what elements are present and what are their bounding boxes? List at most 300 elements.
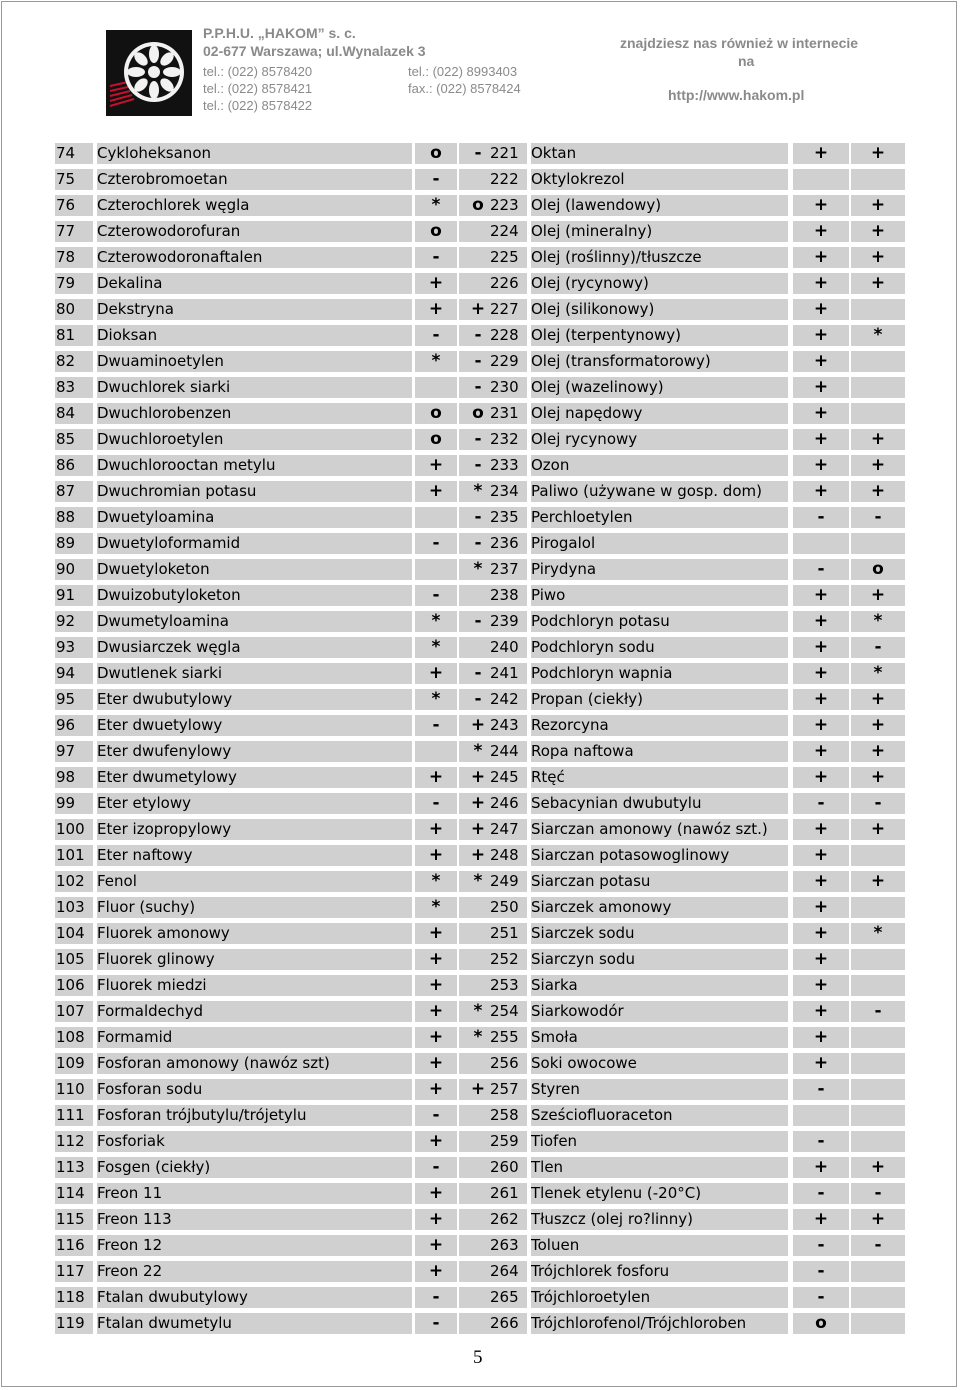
resistance-rating-2: + xyxy=(459,715,497,736)
phone-4: tel.: (022) 8993403 xyxy=(408,64,518,79)
resistance-rating-2: - xyxy=(459,689,497,710)
substance-name: Fenol xyxy=(97,871,412,892)
substance-number: 101 xyxy=(55,845,93,866)
resistance-rating-2: + xyxy=(851,689,905,710)
resistance-rating-1: + xyxy=(793,351,849,372)
substance-name: Fosforan amonowy (nawóz szt) xyxy=(97,1053,412,1074)
resistance-rating-2: - xyxy=(459,143,497,164)
substance-number: 114 xyxy=(55,1183,93,1204)
resistance-rating-1: o xyxy=(415,429,457,450)
resistance-rating-1: - xyxy=(415,793,457,814)
substance-number: 248 xyxy=(489,845,527,866)
substance-number: 106 xyxy=(55,975,93,996)
resistance-rating-2 xyxy=(851,897,905,918)
substance-number: 233 xyxy=(489,455,527,476)
resistance-rating-1: * xyxy=(415,637,457,658)
substance-name: Dwusiarczek węgla xyxy=(97,637,412,658)
substance-name: Dwuchlorek siarki xyxy=(97,377,412,398)
substance-name: Dwuetyloamina xyxy=(97,507,412,528)
resistance-rating-2: + xyxy=(851,585,905,606)
resistance-rating-1 xyxy=(415,741,457,762)
resistance-rating-1: - xyxy=(793,793,849,814)
substance-name: Tiofen xyxy=(531,1131,788,1152)
resistance-rating-2: * xyxy=(459,871,497,892)
substance-number: 263 xyxy=(489,1235,527,1256)
substance-number: 89 xyxy=(55,533,93,554)
resistance-rating-2: + xyxy=(459,299,497,320)
substance-number: 231 xyxy=(489,403,527,424)
resistance-rating-1: - xyxy=(415,1157,457,1178)
resistance-rating-1: + xyxy=(415,819,457,840)
substance-name: Sebacynian dwubutylu xyxy=(531,793,788,814)
substance-number: 226 xyxy=(489,273,527,294)
resistance-rating-1: + xyxy=(793,923,849,944)
resistance-rating-1: + xyxy=(415,1079,457,1100)
resistance-rating-2: + xyxy=(851,741,905,762)
substance-name: Fosforiak xyxy=(97,1131,412,1152)
substance-name: Oktan xyxy=(531,143,788,164)
substance-number: 104 xyxy=(55,923,93,944)
resistance-rating-1: - xyxy=(415,585,457,606)
substance-number: 98 xyxy=(55,767,93,788)
substance-name: Dwuizobutyloketon xyxy=(97,585,412,606)
substance-number: 100 xyxy=(55,819,93,840)
substance-name: Soki owocowe xyxy=(531,1053,788,1074)
substance-name: Dwuchlorobenzen xyxy=(97,403,412,424)
substance-number: 250 xyxy=(489,897,527,918)
substance-name: Formamid xyxy=(97,1027,412,1048)
resistance-rating-2 xyxy=(851,377,905,398)
substance-number: 240 xyxy=(489,637,527,658)
resistance-rating-1: + xyxy=(793,247,849,268)
substance-number: 224 xyxy=(489,221,527,242)
substance-number: 247 xyxy=(489,819,527,840)
substance-name: Olej rycynowy xyxy=(531,429,788,450)
substance-number: 261 xyxy=(489,1183,527,1204)
substance-name: Tlenek etylenu (-20°C) xyxy=(531,1183,788,1204)
substance-number: 103 xyxy=(55,897,93,918)
substance-name: Pirydyna xyxy=(531,559,788,580)
substance-number: 108 xyxy=(55,1027,93,1048)
resistance-rating-2: + xyxy=(459,819,497,840)
substance-name: Freon 113 xyxy=(97,1209,412,1230)
substance-number: 113 xyxy=(55,1157,93,1178)
resistance-rating-1: - xyxy=(793,1183,849,1204)
substance-number: 251 xyxy=(489,923,527,944)
substance-number: 79 xyxy=(55,273,93,294)
resistance-rating-1: + xyxy=(415,481,457,502)
resistance-rating-1: - xyxy=(415,247,457,268)
resistance-rating-1: + xyxy=(793,377,849,398)
substance-name: Dwuchloroetylen xyxy=(97,429,412,450)
resistance-rating-2: - xyxy=(459,325,497,346)
substance-number: 235 xyxy=(489,507,527,528)
resistance-rating-2 xyxy=(851,1105,905,1126)
substance-number: 243 xyxy=(489,715,527,736)
resistance-rating-2: - xyxy=(459,351,497,372)
substance-name: Freon 22 xyxy=(97,1261,412,1282)
resistance-rating-2: + xyxy=(459,793,497,814)
substance-number: 264 xyxy=(489,1261,527,1282)
resistance-rating-2: - xyxy=(459,663,497,684)
substance-number: 81 xyxy=(55,325,93,346)
substance-name: Eter dwubutylowy xyxy=(97,689,412,710)
substance-number: 255 xyxy=(489,1027,527,1048)
resistance-rating-1: + xyxy=(793,481,849,502)
resistance-rating-1 xyxy=(793,533,849,554)
substance-name: Siarczan potasowoglinowy xyxy=(531,845,788,866)
resistance-rating-2: o xyxy=(459,403,497,424)
substance-name: Olej (wazelinowy) xyxy=(531,377,788,398)
resistance-rating-1: + xyxy=(415,923,457,944)
company-name: P.P.H.U. „HAKOM” s. c. xyxy=(203,25,356,41)
substance-name: Paliwo (używane w gosp. dom) xyxy=(531,481,788,502)
resistance-rating-2: + xyxy=(851,871,905,892)
resistance-rating-1: + xyxy=(793,299,849,320)
resistance-rating-2: + xyxy=(851,195,905,216)
resistance-rating-2: * xyxy=(459,1027,497,1048)
substance-number: 116 xyxy=(55,1235,93,1256)
substance-number: 244 xyxy=(489,741,527,762)
substance-name: Siarkowodór xyxy=(531,1001,788,1022)
resistance-rating-1 xyxy=(793,1105,849,1126)
resistance-rating-2 xyxy=(851,351,905,372)
resistance-rating-2: - xyxy=(851,1183,905,1204)
substance-number: 252 xyxy=(489,949,527,970)
substance-name: Fluor (suchy) xyxy=(97,897,412,918)
resistance-rating-1: - xyxy=(415,1105,457,1126)
substance-number: 258 xyxy=(489,1105,527,1126)
resistance-rating-1: + xyxy=(793,637,849,658)
substance-name: Dwuchromian potasu xyxy=(97,481,412,502)
substance-number: 93 xyxy=(55,637,93,658)
resistance-rating-2 xyxy=(851,1079,905,1100)
substance-number: 102 xyxy=(55,871,93,892)
website-link[interactable]: http://www.hakom.pl xyxy=(668,87,805,103)
substance-name: Eter etylowy xyxy=(97,793,412,814)
fax-number: fax.: (022) 8578424 xyxy=(408,81,521,96)
resistance-rating-2: + xyxy=(459,1079,497,1100)
resistance-rating-2 xyxy=(851,1131,905,1152)
resistance-rating-1: + xyxy=(415,1235,457,1256)
resistance-rating-1: + xyxy=(793,403,849,424)
substance-number: 119 xyxy=(55,1313,93,1334)
substance-number: 229 xyxy=(489,351,527,372)
resistance-rating-2: - xyxy=(851,507,905,528)
phone-2: tel.: (022) 8578421 xyxy=(203,81,313,96)
resistance-rating-1: + xyxy=(793,1209,849,1230)
substance-number: 80 xyxy=(55,299,93,320)
resistance-rating-1: + xyxy=(415,949,457,970)
resistance-rating-2: + xyxy=(851,715,905,736)
resistance-rating-1: + xyxy=(793,1027,849,1048)
substance-name: Olej (transformatorowy) xyxy=(531,351,788,372)
substance-number: 246 xyxy=(489,793,527,814)
resistance-rating-2: * xyxy=(459,481,497,502)
resistance-rating-1: + xyxy=(415,273,457,294)
substance-name: Tłuszcz (olej ro?linny) xyxy=(531,1209,788,1230)
substance-number: 111 xyxy=(55,1105,93,1126)
substance-name: Fluorek amonowy xyxy=(97,923,412,944)
resistance-rating-2 xyxy=(851,403,905,424)
resistance-rating-2 xyxy=(851,533,905,554)
substance-number: 85 xyxy=(55,429,93,450)
substance-name: Dioksan xyxy=(97,325,412,346)
substance-name: Smoła xyxy=(531,1027,788,1048)
resistance-rating-1: + xyxy=(415,1027,457,1048)
resistance-rating-1: + xyxy=(793,273,849,294)
resistance-rating-1: + xyxy=(415,299,457,320)
resistance-rating-1: + xyxy=(793,715,849,736)
substance-name: Czterowodorofuran xyxy=(97,221,412,242)
resistance-rating-1: o xyxy=(415,221,457,242)
substance-number: 242 xyxy=(489,689,527,710)
resistance-rating-1: - xyxy=(793,1131,849,1152)
resistance-rating-1: - xyxy=(415,1287,457,1308)
substance-number: 260 xyxy=(489,1157,527,1178)
substance-name: Siarczek amonowy xyxy=(531,897,788,918)
resistance-rating-1: + xyxy=(793,767,849,788)
resistance-rating-1: - xyxy=(415,1313,457,1334)
substance-number: 76 xyxy=(55,195,93,216)
substance-number: 227 xyxy=(489,299,527,320)
resistance-rating-1: + xyxy=(415,767,457,788)
substance-name: Rezorcyna xyxy=(531,715,788,736)
resistance-rating-2: - xyxy=(459,611,497,632)
substance-number: 239 xyxy=(489,611,527,632)
resistance-rating-2: * xyxy=(459,1001,497,1022)
resistance-rating-2: + xyxy=(851,1157,905,1178)
substance-number: 117 xyxy=(55,1261,93,1282)
substance-number: 88 xyxy=(55,507,93,528)
resistance-rating-2: o xyxy=(851,559,905,580)
resistance-rating-1: + xyxy=(793,1157,849,1178)
substance-number: 110 xyxy=(55,1079,93,1100)
substance-number: 241 xyxy=(489,663,527,684)
substance-number: 232 xyxy=(489,429,527,450)
resistance-rating-1: + xyxy=(415,975,457,996)
substance-number: 84 xyxy=(55,403,93,424)
resistance-rating-2: - xyxy=(459,507,497,528)
substance-number: 222 xyxy=(489,169,527,190)
resistance-rating-2 xyxy=(851,1053,905,1074)
substance-name: Formaldechyd xyxy=(97,1001,412,1022)
substance-name: Pirogalol xyxy=(531,533,788,554)
resistance-rating-1: - xyxy=(793,1079,849,1100)
substance-number: 95 xyxy=(55,689,93,710)
substance-number: 266 xyxy=(489,1313,527,1334)
substance-number: 265 xyxy=(489,1287,527,1308)
resistance-rating-1: + xyxy=(793,689,849,710)
resistance-rating-1: - xyxy=(793,1235,849,1256)
letterhead xyxy=(0,0,960,130)
resistance-rating-1: + xyxy=(415,1261,457,1282)
substance-name: Olej (silikonowy) xyxy=(531,299,788,320)
resistance-rating-1: + xyxy=(415,1053,457,1074)
substance-name: Czterochlorek węgla xyxy=(97,195,412,216)
resistance-rating-1: - xyxy=(793,1287,849,1308)
resistance-rating-2: * xyxy=(851,923,905,944)
resistance-rating-2: + xyxy=(851,1209,905,1230)
resistance-rating-2 xyxy=(851,1313,905,1334)
resistance-rating-2: * xyxy=(459,741,497,762)
resistance-rating-1: + xyxy=(415,663,457,684)
resistance-rating-2: - xyxy=(459,455,497,476)
resistance-rating-1: + xyxy=(793,975,849,996)
resistance-rating-1: + xyxy=(793,897,849,918)
substance-number: 87 xyxy=(55,481,93,502)
substance-name: Tlen xyxy=(531,1157,788,1178)
substance-number: 91 xyxy=(55,585,93,606)
substance-number: 74 xyxy=(55,143,93,164)
substance-name: Olej (mineralny) xyxy=(531,221,788,242)
substance-number: 83 xyxy=(55,377,93,398)
resistance-rating-2: - xyxy=(459,377,497,398)
substance-number: 259 xyxy=(489,1131,527,1152)
hakom-logo-icon xyxy=(106,30,192,116)
resistance-rating-2 xyxy=(851,1261,905,1282)
resistance-rating-1: - xyxy=(793,1261,849,1282)
substance-name: Podchloryn wapnia xyxy=(531,663,788,684)
substance-name: Ropa naftowa xyxy=(531,741,788,762)
substance-name: Trójchloroetylen xyxy=(531,1287,788,1308)
resistance-rating-1: - xyxy=(793,507,849,528)
substance-number: 262 xyxy=(489,1209,527,1230)
substance-name: Olej (roślinny)/tłuszcze xyxy=(531,247,788,268)
substance-name: Dwuaminoetylen xyxy=(97,351,412,372)
substance-number: 236 xyxy=(489,533,527,554)
substance-name: Eter naftowy xyxy=(97,845,412,866)
resistance-rating-1: * xyxy=(415,195,457,216)
substance-number: 223 xyxy=(489,195,527,216)
substance-name: Trójchlorek fosforu xyxy=(531,1261,788,1282)
substance-name: Fosforan sodu xyxy=(97,1079,412,1100)
resistance-rating-1: + xyxy=(415,845,457,866)
resistance-rating-1: + xyxy=(793,819,849,840)
substance-number: 225 xyxy=(489,247,527,268)
substance-name: Dwutlenek siarki xyxy=(97,663,412,684)
substance-name: Olej (rycynowy) xyxy=(531,273,788,294)
substance-name: Fosgen (ciekły) xyxy=(97,1157,412,1178)
resistance-rating-2 xyxy=(851,949,905,970)
substance-name: Czterowodoronaftalen xyxy=(97,247,412,268)
substance-number: 238 xyxy=(489,585,527,606)
resistance-rating-1: + xyxy=(415,1131,457,1152)
substance-name: Siarczan potasu xyxy=(531,871,788,892)
resistance-rating-2 xyxy=(851,1287,905,1308)
resistance-rating-2: - xyxy=(851,637,905,658)
substance-number: 107 xyxy=(55,1001,93,1022)
resistance-rating-1: * xyxy=(415,611,457,632)
substance-name: Dwumetyloamina xyxy=(97,611,412,632)
resistance-rating-2: + xyxy=(851,143,905,164)
substance-number: 90 xyxy=(55,559,93,580)
substance-name: Ftalan dwubutylowy xyxy=(97,1287,412,1308)
substance-name: Fosforan trójbutylu/trójetylu xyxy=(97,1105,412,1126)
substance-name: Fluorek glinowy xyxy=(97,949,412,970)
resistance-rating-1: - xyxy=(793,559,849,580)
resistance-rating-2: * xyxy=(851,325,905,346)
substance-name: Ftalan dwumetylu xyxy=(97,1313,412,1334)
resistance-rating-1: + xyxy=(793,1053,849,1074)
substance-number: 115 xyxy=(55,1209,93,1230)
resistance-rating-1: + xyxy=(793,195,849,216)
substance-number: 234 xyxy=(489,481,527,502)
resistance-rating-2: - xyxy=(459,429,497,450)
substance-name: Trójchlorofenol/Trójchloroben xyxy=(531,1313,788,1334)
substance-name: Styren xyxy=(531,1079,788,1100)
resistance-rating-1: + xyxy=(793,949,849,970)
substance-name: Dwuetyloformamid xyxy=(97,533,412,554)
resistance-rating-2: + xyxy=(851,767,905,788)
resistance-rating-2: - xyxy=(851,1001,905,1022)
substance-number: 97 xyxy=(55,741,93,762)
substance-number: 249 xyxy=(489,871,527,892)
resistance-rating-2: + xyxy=(851,481,905,502)
substance-name: Dekstryna xyxy=(97,299,412,320)
substance-name: Perchloetylen xyxy=(531,507,788,528)
resistance-rating-1: + xyxy=(793,1001,849,1022)
resistance-rating-2: - xyxy=(459,533,497,554)
resistance-rating-1: + xyxy=(793,871,849,892)
substance-name: Rtęć xyxy=(531,767,788,788)
substance-number: 245 xyxy=(489,767,527,788)
resistance-rating-1: o xyxy=(415,403,457,424)
substance-name: Podchloryn potasu xyxy=(531,611,788,632)
substance-name: Eter dwuetylowy xyxy=(97,715,412,736)
substance-name: Siarka xyxy=(531,975,788,996)
substance-name: Olej (terpentynowy) xyxy=(531,325,788,346)
resistance-rating-2 xyxy=(851,1027,905,1048)
substance-number: 256 xyxy=(489,1053,527,1074)
resistance-rating-1: * xyxy=(415,351,457,372)
resistance-rating-2: * xyxy=(851,663,905,684)
resistance-rating-1: o xyxy=(415,143,457,164)
substance-name: Podchloryn sodu xyxy=(531,637,788,658)
substance-name: Czterobromoetan xyxy=(97,169,412,190)
substance-number: 221 xyxy=(489,143,527,164)
resistance-rating-2: + xyxy=(851,455,905,476)
substance-name: Siarczek sodu xyxy=(531,923,788,944)
resistance-rating-2: + xyxy=(851,273,905,294)
substance-number: 105 xyxy=(55,949,93,970)
resistance-rating-1: + xyxy=(793,455,849,476)
resistance-rating-2 xyxy=(851,975,905,996)
substance-number: 86 xyxy=(55,455,93,476)
resistance-rating-1 xyxy=(415,377,457,398)
substance-name: Dekalina xyxy=(97,273,412,294)
resistance-rating-2: o xyxy=(459,195,497,216)
resistance-rating-1: + xyxy=(793,741,849,762)
substance-number: 109 xyxy=(55,1053,93,1074)
resistance-rating-2: + xyxy=(459,767,497,788)
resistance-rating-1: + xyxy=(415,455,457,476)
substance-name: Freon 11 xyxy=(97,1183,412,1204)
resistance-rating-2: * xyxy=(459,559,497,580)
resistance-rating-1 xyxy=(415,559,457,580)
resistance-rating-1: + xyxy=(793,143,849,164)
substance-number: 82 xyxy=(55,351,93,372)
resistance-rating-2: + xyxy=(459,845,497,866)
substance-name: Fluorek miedzi xyxy=(97,975,412,996)
substance-number: 112 xyxy=(55,1131,93,1152)
substance-number: 253 xyxy=(489,975,527,996)
resistance-rating-2: * xyxy=(851,611,905,632)
phone-1: tel.: (022) 8578420 xyxy=(203,64,313,79)
company-address: 02-677 Warszawa; ul.Wynalazek 3 xyxy=(203,43,426,59)
resistance-rating-1: + xyxy=(415,1183,457,1204)
substance-name: Siarczan amonowy (nawóz szt.) xyxy=(531,819,788,840)
